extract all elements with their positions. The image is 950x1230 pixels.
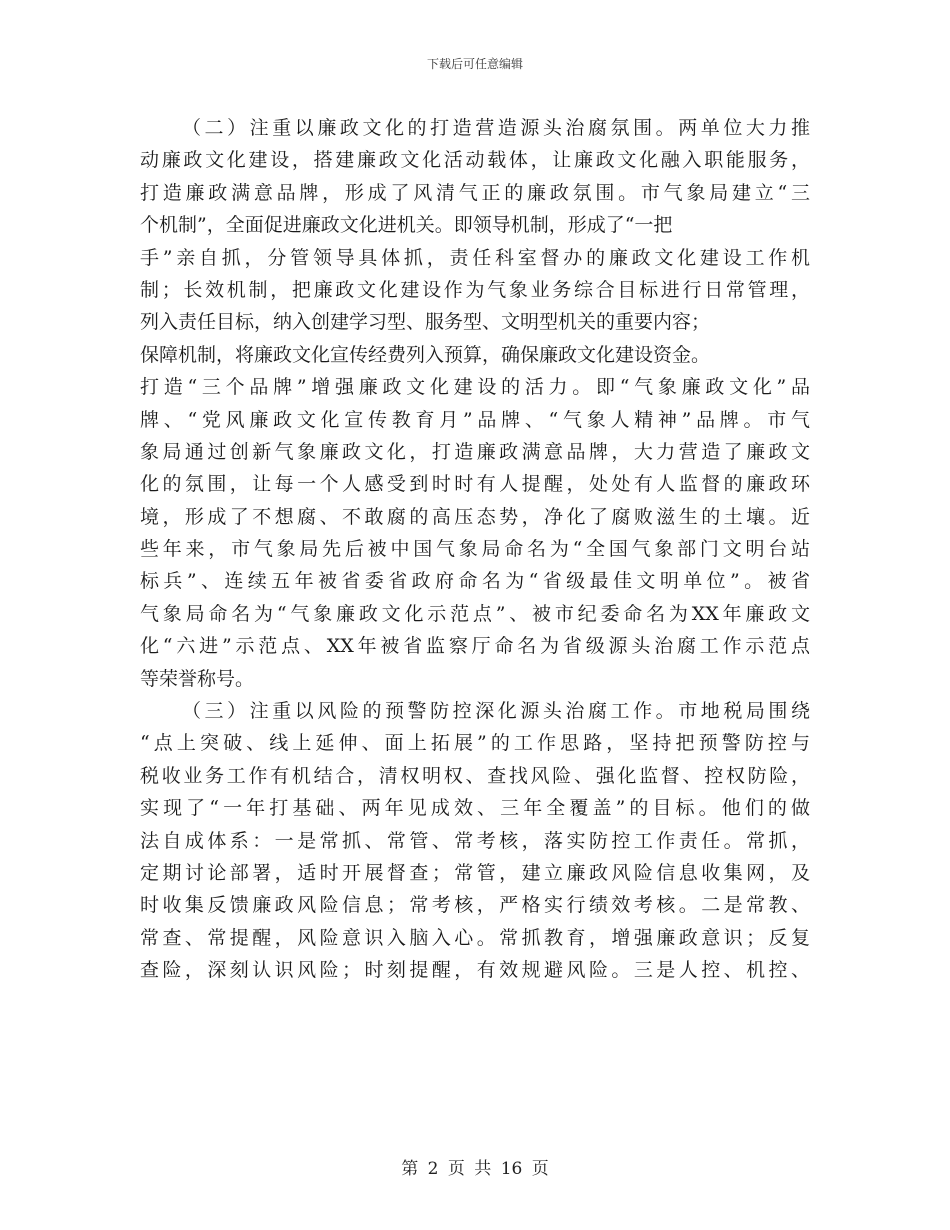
- text-line: 标兵”、连续五年被省委省政府命名为“省级最佳文明单位”。被省: [140, 570, 810, 593]
- text-line: 些年来，市气象局先后被中国气象局命名为“全国气象部门文明台站: [140, 538, 810, 561]
- page-number-footer: 第 2 页 共 16 页: [401, 1159, 549, 1179]
- text-line: 动廉政文化建设，搭建廉政文化活动载体，让廉政文化融入职能服务，: [140, 149, 810, 172]
- paragraph-2-end: 等荣誉称号。: [140, 667, 255, 690]
- text-line: 查险，深刻认识风险；时刻提醒，有效规避风险。三是人控、机控、: [140, 959, 810, 982]
- text-line: 税收业务工作有机结合，清权明权、查找风险、强化监督、控权防险，: [140, 764, 810, 787]
- text-line: 化的氛围，让每一个人感受到时时有人提醒，处处有人监督的廉政环: [140, 473, 810, 496]
- text-line: 牌、“党风廉政文化宣传教育月”品牌、“气象人精神”品牌。市气: [140, 408, 810, 431]
- text-line: 境，形成了不想腐、不敢腐的高压态势，净化了腐败滋生的土壤。近: [140, 505, 810, 528]
- text-line: 打造“三个品牌”增强廉政文化建设的活力。即“气象廉政文化”品: [140, 376, 810, 399]
- text-line: 象局通过创新气象廉政文化，打造廉政满意品牌，大力营造了廉政文: [140, 440, 810, 463]
- text-line: 实现了“一年打基础、两年见成效、三年全覆盖”的目标。他们的做: [140, 797, 810, 820]
- text-line: 气象局命名为“气象廉政文化示范点”、被市纪委命名为XX年廉政文: [140, 602, 810, 625]
- text-line: 手”亲自抓，分管领导具体抓，责任科室督办的廉政文化建设工作机: [140, 246, 810, 269]
- text-line: 定期讨论部署，适时开展督查；常管，建立廉政风险信息收集网，及: [140, 861, 810, 884]
- page-header: 下载后可任意编辑: [426, 57, 523, 71]
- text-line: 化“六进”示范点、XX年被省监察厅命名为省级源头治腐工作示范点: [140, 635, 810, 658]
- text-line: 制；长效机制，把廉政文化建设作为气象业务综合目标进行日常管理，: [140, 278, 810, 301]
- text-line: 列入责任目标，纳入创建学习型、服务型、文明型机关的重要内容；: [140, 311, 711, 334]
- text-line: 常查、常提醒，风险意识入脑入心。常抓教育，增强廉政意识；反复: [140, 926, 810, 949]
- document-body: [140, 112, 810, 987]
- paragraph-3-start: （三）注重以风险的预警防控深化源头治腐工作。市地税局围绕: [182, 700, 810, 723]
- text-line: “点上突破、线上延伸、面上拓展”的工作思路，坚持把预警防控与: [140, 732, 810, 755]
- text-line: 打造廉政满意品牌，形成了风清气正的廉政氛围。市气象局建立“三: [140, 181, 810, 204]
- text-line: 时收集反馈廉政风险信息；常考核，严格实行绩效考核。二是常教、: [140, 894, 810, 917]
- text-line: 个机制”，全面促进廉政文化进机关。即领导机制，形成了“一把: [140, 214, 673, 237]
- paragraph-2-start: （二）注重以廉政文化的打造营造源头治腐氛围。两单位大力推: [182, 117, 810, 139]
- text-line: 法自成体系：一是常抓、常管、常考核，落实防控工作责任。常抓，: [140, 829, 810, 852]
- text-line: 保障机制，将廉政文化宣传经费列入预算，确保廉政文化建设资金。: [140, 343, 711, 366]
